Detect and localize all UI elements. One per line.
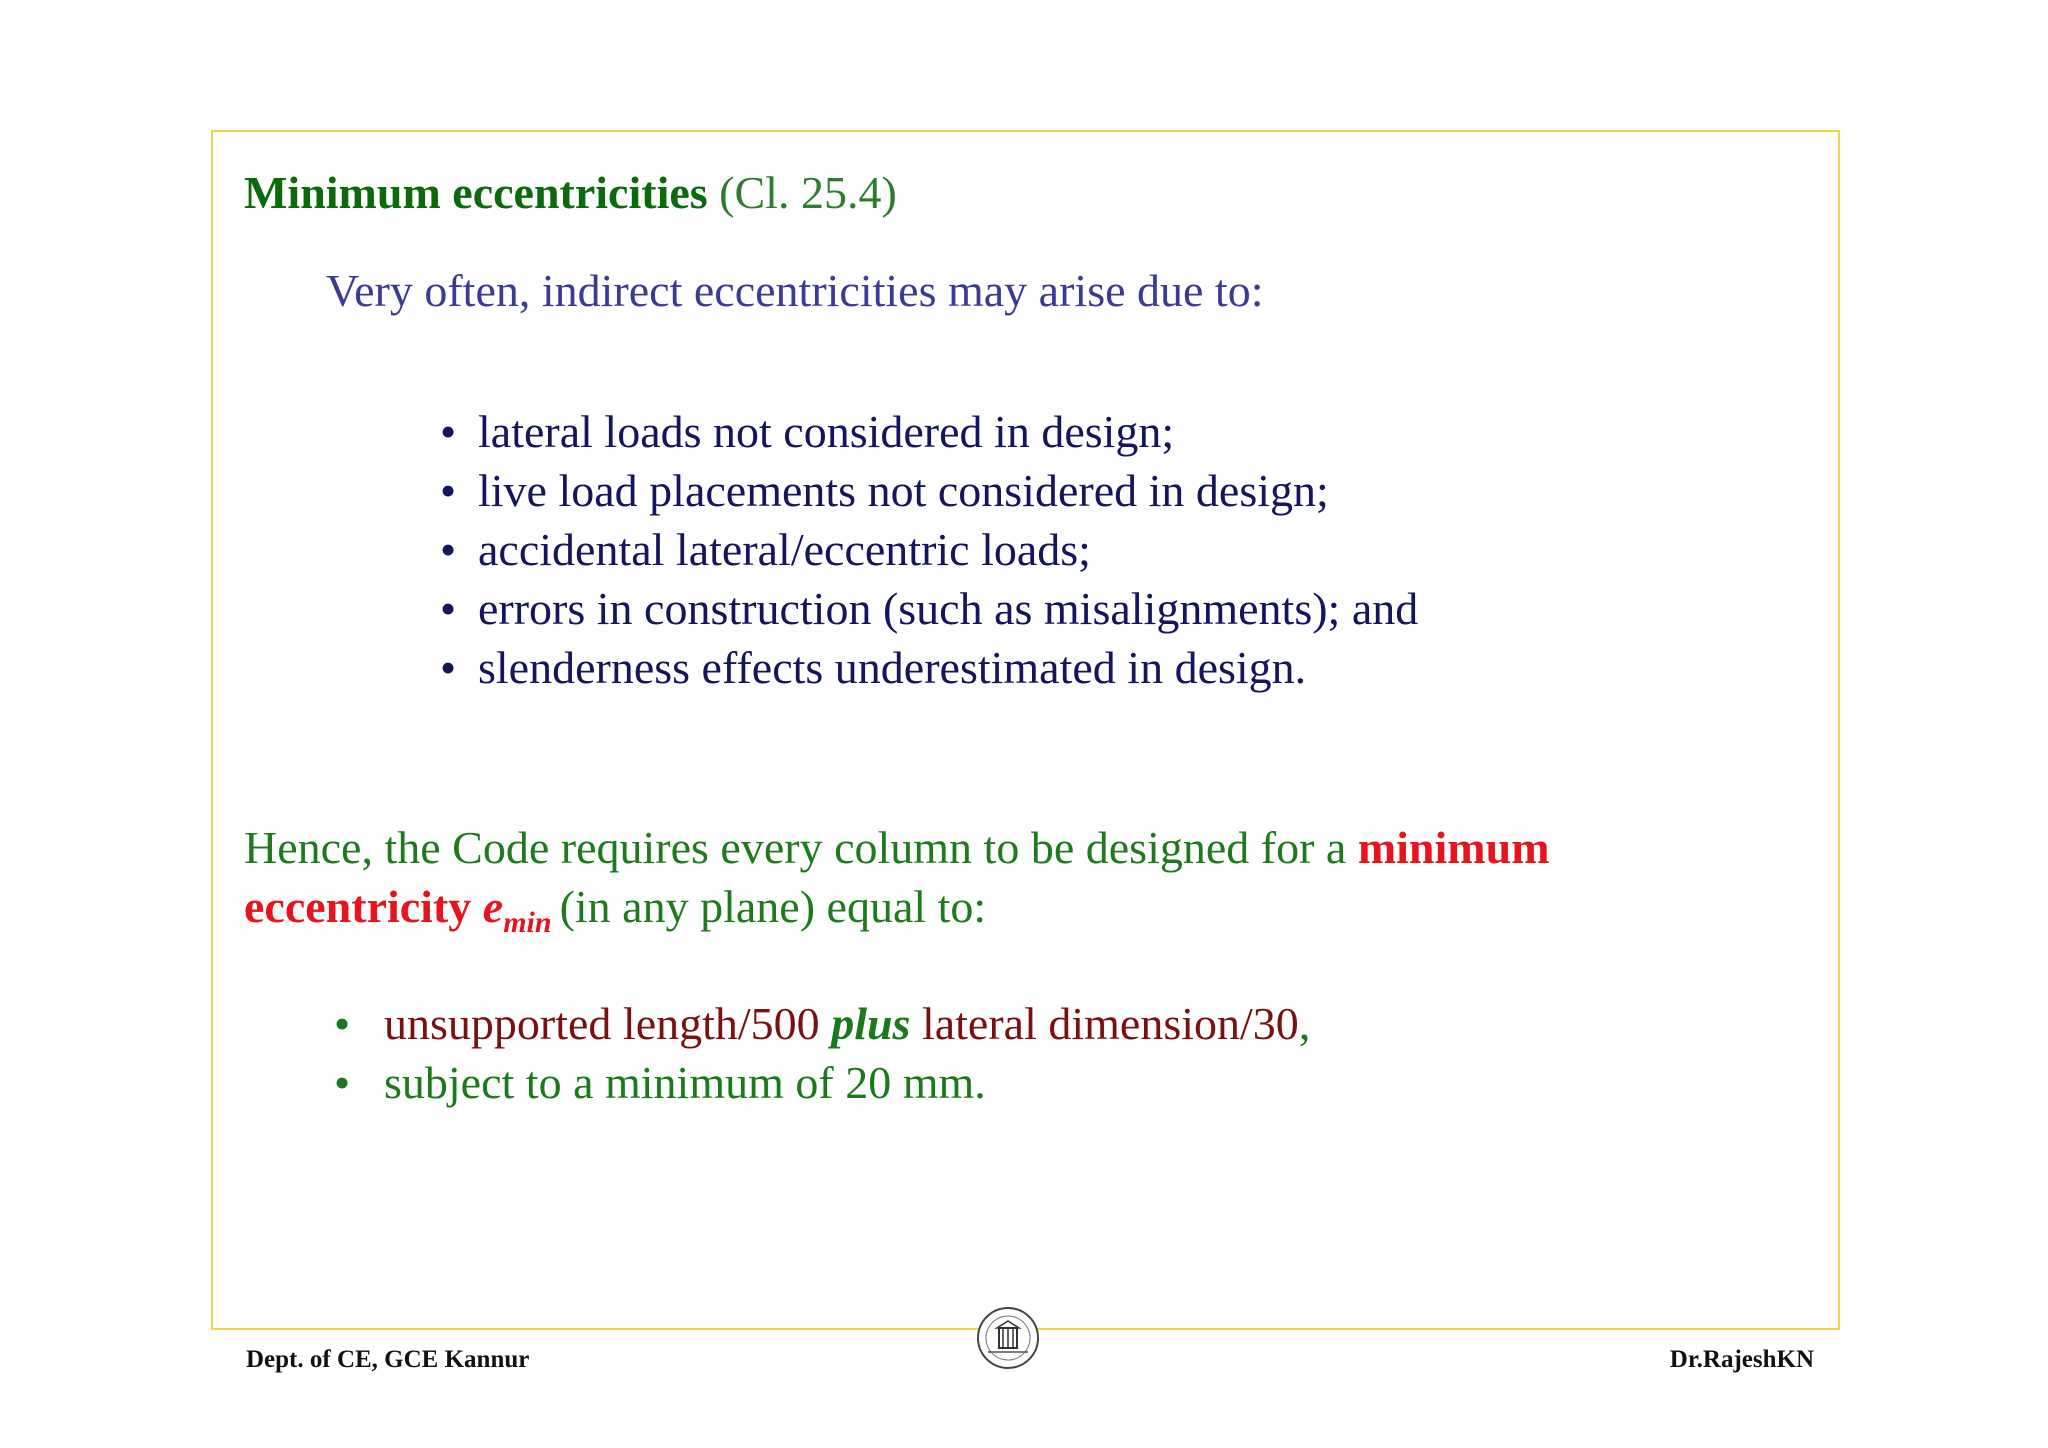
rule-item: • subject to a minimum of 20 mm.: [334, 1053, 1310, 1112]
cause-item: • lateral loads not considered in design;: [440, 402, 1418, 461]
rule1-end: ,: [1298, 998, 1311, 1049]
hence-paragraph: [244, 818, 1804, 952]
emin-symbol: [482, 881, 560, 939]
hence-highlight-eccentricity: eccentricity: [244, 881, 472, 932]
rules-list: [334, 994, 1310, 1112]
footer-department: Dept. of CE, GCE Kannur: [246, 1346, 530, 1373]
emin-subscript: min: [503, 906, 552, 939]
heading-clause: (Cl. 25.4): [719, 167, 897, 218]
rule1-plus: plus: [831, 998, 911, 1049]
cause-item: • live load placements not considered in design;: [440, 461, 1418, 520]
rule1-part-a: unsupported length/500: [384, 998, 832, 1049]
slide-heading: [244, 166, 897, 219]
cause-item: • slenderness effects underestimated in design.: [440, 638, 1418, 697]
emin-base: e: [482, 881, 504, 932]
footer-author: Dr.RajeshKN: [1669, 1346, 1814, 1373]
hence-tail: (in any plane) equal to:: [559, 881, 987, 932]
intro-text: Very often, indirect eccentricities may arise due to:: [326, 265, 1264, 316]
rule1-part-b: lateral dimension/30: [910, 998, 1299, 1049]
rule-item: [334, 994, 1310, 1053]
cause-item: • accidental lateral/eccentric loads;: [440, 520, 1418, 579]
college-seal-icon: [968, 1298, 1048, 1378]
hence-lead: Hence, the Code requires every column to be designed for a: [244, 822, 1358, 873]
hence-highlight-minimum: minimum: [1357, 822, 1550, 873]
causes-list: [440, 402, 1418, 697]
cause-item: • errors in construction (such as misalignments); and: [440, 579, 1418, 638]
heading-title: Minimum eccentricities: [244, 167, 708, 218]
